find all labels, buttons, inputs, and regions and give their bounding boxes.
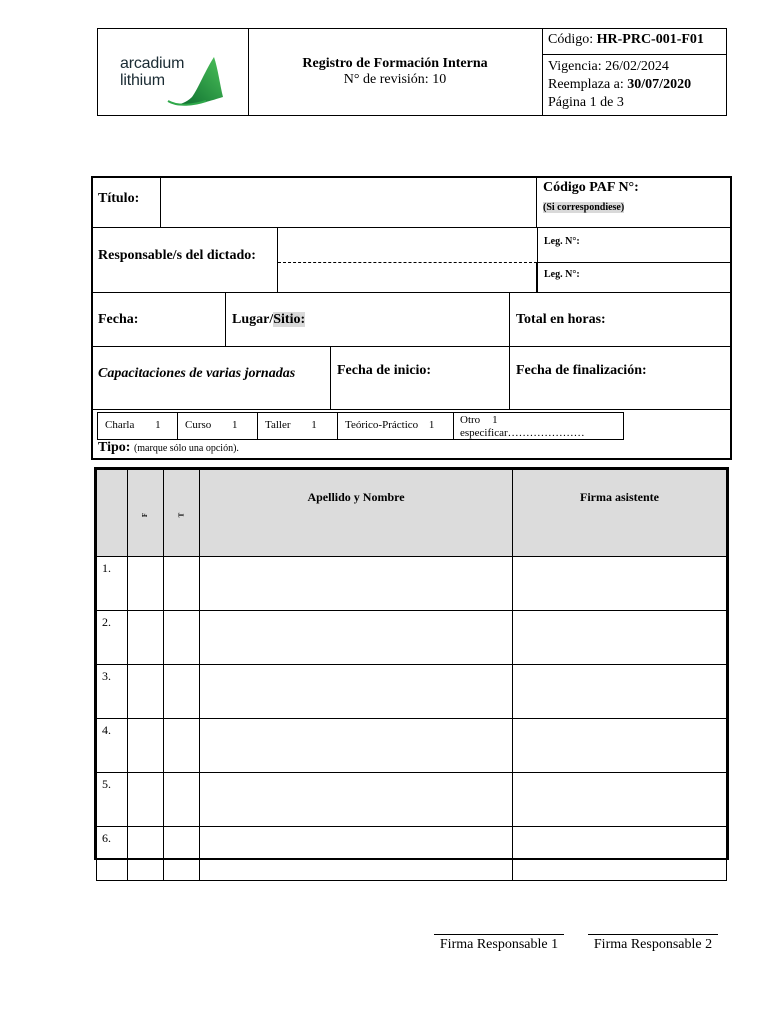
f-cell[interactable] (128, 557, 164, 611)
row-number: 5. (97, 773, 128, 827)
leaf-logo-icon (154, 55, 226, 107)
page-number: Página 1 de 3 (548, 95, 624, 110)
name-cell[interactable] (200, 773, 513, 827)
name-cell[interactable] (200, 665, 513, 719)
start-date-field[interactable] (331, 347, 510, 410)
document-title: Registro de Formación Interna (302, 56, 488, 71)
signature-cell[interactable] (513, 719, 727, 773)
end-date-field[interactable] (510, 347, 732, 410)
t-cell[interactable] (164, 827, 200, 881)
validity-date: Vigencia: 26/02/2024 (548, 59, 669, 74)
f-cell[interactable] (128, 827, 164, 881)
signature-responsible-1[interactable]: Firma Responsable 1 (434, 934, 564, 953)
multi-day-label: Capacitaciones de varias jornadas (93, 347, 331, 410)
paf-code-field[interactable] (537, 178, 732, 228)
code-label: Código: (548, 32, 597, 47)
attendance-table (94, 467, 729, 860)
table-row (97, 773, 727, 827)
replaces-label: Reemplaza a: (548, 77, 628, 92)
option-mark: 1 (155, 419, 161, 431)
document-header (97, 28, 727, 116)
replaces-date (548, 76, 726, 94)
option-mark: 1 (492, 414, 498, 426)
logo-line1: arcadium (120, 55, 185, 72)
table-row (97, 611, 727, 665)
column-t-label: T (177, 512, 186, 517)
option-mark: 1 (232, 419, 238, 431)
name-column-header: Apellido y Nombre (200, 470, 513, 557)
table-row (97, 827, 727, 881)
responsible-field-1[interactable] (278, 228, 537, 263)
meta-cell (542, 29, 726, 115)
row-number: 2. (97, 611, 128, 665)
row-number: 1. (97, 557, 128, 611)
logo-line2: lithium (120, 72, 165, 89)
title-field[interactable] (161, 178, 537, 228)
place-label: Lugar/ (232, 312, 274, 327)
code-value: HR-PRC-001-F01 (596, 32, 704, 47)
name-cell[interactable] (200, 719, 513, 773)
f-cell[interactable] (128, 773, 164, 827)
row-number: 4. (97, 719, 128, 773)
column-f-header (128, 470, 164, 557)
replaces-value: 30/07/2020 (627, 77, 692, 92)
f-cell[interactable] (128, 719, 164, 773)
option-label: Otro (460, 414, 481, 426)
signature-responsible-2[interactable]: Firma Responsable 2 (588, 934, 718, 953)
type-heading (98, 440, 239, 456)
total-hours-field[interactable] (510, 293, 732, 347)
option-mark: 1 (428, 419, 435, 431)
option-label: Teórico-Práctico (345, 419, 419, 431)
signature-cell[interactable] (513, 611, 727, 665)
type-label: Tipo: (98, 440, 131, 455)
type-options (97, 412, 624, 440)
type-option-charla[interactable] (98, 413, 178, 439)
option-mark: 1 (311, 419, 317, 431)
f-cell[interactable] (128, 611, 164, 665)
column-f-label: F (141, 512, 150, 517)
site-label: Sitio: (273, 312, 306, 327)
leg-number-field-2[interactable]: Leg. N°: (537, 263, 732, 293)
date-label: Fecha: (98, 312, 139, 327)
logo-cell (98, 29, 249, 115)
name-cell[interactable] (200, 557, 513, 611)
t-cell[interactable] (164, 665, 200, 719)
t-cell[interactable] (164, 557, 200, 611)
leg-number-field-1[interactable]: Leg. N°: (537, 228, 732, 263)
type-option-taller[interactable] (258, 413, 338, 439)
type-note: (marque sólo una opción). (133, 443, 239, 454)
signature-cell[interactable] (513, 665, 727, 719)
responsible-field-2[interactable] (278, 263, 537, 293)
index-header (97, 470, 128, 557)
paf-code-label: Código PAF N°: (543, 180, 639, 195)
type-option-otro[interactable] (454, 413, 623, 439)
document-dates (542, 55, 726, 112)
place-field[interactable] (226, 293, 510, 347)
t-cell[interactable] (164, 611, 200, 665)
start-date-label: Fecha de inicio: (337, 363, 432, 378)
option-label: Charla (105, 419, 135, 431)
name-cell[interactable] (200, 827, 513, 881)
paf-code-note: (Si correspondiese) (543, 202, 625, 213)
t-cell[interactable] (164, 773, 200, 827)
end-date-label: Fecha de finalización: (516, 363, 647, 378)
type-option-teorico-practico[interactable] (338, 413, 454, 439)
column-t-header (164, 470, 200, 557)
signature-column-header: Firma asistente (513, 470, 727, 557)
title-label: Título: (93, 178, 161, 228)
revision-number: N° de revisión: 10 (343, 72, 447, 87)
table-row (97, 719, 727, 773)
option-label: Curso (185, 419, 212, 431)
f-cell[interactable] (128, 665, 164, 719)
signature-cell[interactable] (513, 557, 727, 611)
table-row (97, 665, 727, 719)
t-cell[interactable] (164, 719, 200, 773)
date-field[interactable] (93, 293, 226, 347)
option-label: Taller (265, 419, 291, 431)
table-row (97, 557, 727, 611)
total-hours-label: Total en horas: (516, 312, 606, 327)
signature-cell[interactable] (513, 827, 727, 881)
responsible-label: Responsable/s del dictado: (93, 228, 278, 293)
title-cell (248, 29, 543, 115)
type-option-curso[interactable] (178, 413, 258, 439)
document-code (542, 29, 726, 55)
training-form (91, 176, 732, 460)
signature-cell[interactable] (513, 773, 727, 827)
row-number: 3. (97, 665, 128, 719)
name-cell[interactable] (200, 611, 513, 665)
row-number: 6. (97, 827, 128, 881)
specify-field[interactable]: especificar………………… (460, 427, 585, 439)
